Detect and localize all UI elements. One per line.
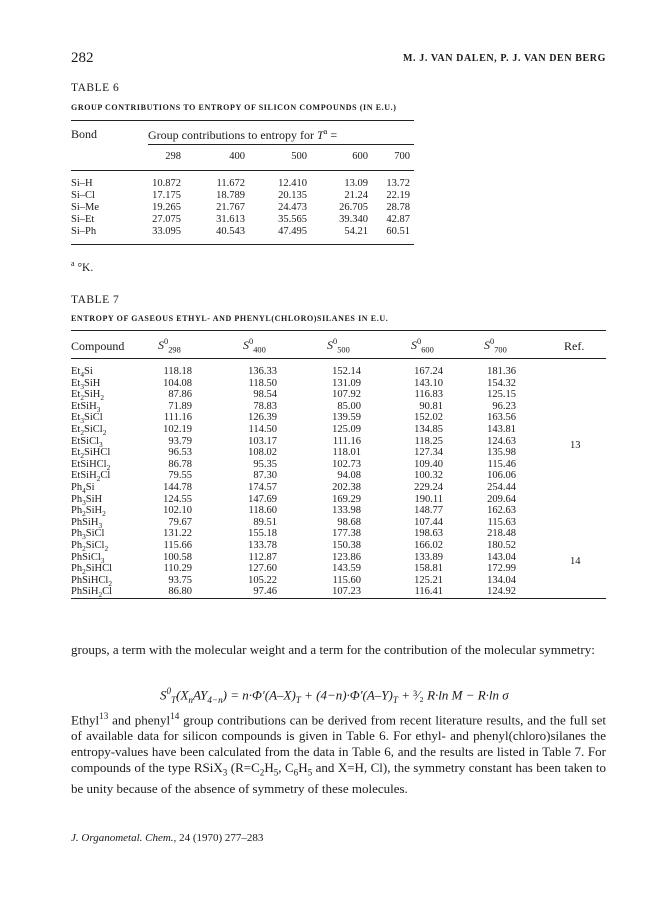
table7-value: 125.21: [414, 574, 443, 586]
table7-value: 96.53: [168, 447, 192, 459]
table7-value: 109.40: [414, 458, 443, 470]
table6-value: 19.265: [152, 202, 181, 213]
table6-footnote: $^a$ °K.: [71, 259, 94, 274]
table7-value: 143.59: [332, 563, 361, 575]
table7-value: 114.50: [248, 424, 277, 435]
table6-caption: GROUP CONTRIBUTIONS TO ENTROPY OF SILICON COMPOUNDS (IN E.U.): [71, 103, 397, 112]
table6-bond-header: Bond: [71, 127, 98, 141]
table6-value: 47.495: [278, 226, 307, 237]
table7-value: 105.22: [248, 574, 277, 586]
table7-value: 79.67: [168, 516, 192, 528]
table7-compound-row-10: EtSiH$_2$Cl: [71, 470, 111, 484]
table7-compound-row-7: EtSiCl$_3$: [71, 435, 103, 449]
table7-value: 98.68: [337, 516, 361, 528]
table7-value: 163.56: [487, 412, 516, 424]
table7-value: 115.63: [487, 516, 516, 528]
running-head: M. J. VAN DALEN, P. J. VAN DEN BERG: [403, 53, 606, 64]
table6-value: 21.767: [216, 202, 245, 213]
table7-value: 127.60: [248, 563, 277, 575]
table7-value: 133.78: [248, 540, 277, 551]
table7-value: 90.81: [419, 400, 443, 412]
table6-bond-row-2: Si–Cl: [71, 190, 95, 201]
table6-temperature-600: 600: [352, 151, 368, 162]
table7-value: 155.18: [248, 528, 277, 540]
table7-compound-row-20: PhSiH$_2$Cl: [71, 586, 113, 600]
table7-value: 131.22: [163, 528, 192, 540]
table7-value: 107.23: [332, 586, 361, 598]
table6-header-rule: [71, 170, 414, 171]
table7-entropy-header-700: $S^0_{700}$: [484, 337, 507, 355]
table7-value: 169.29: [332, 493, 361, 505]
table7-value: 180.52: [487, 540, 516, 551]
table7-value: 133.89: [414, 551, 443, 563]
table7-value: 71.89: [168, 400, 192, 412]
table7-ref-13: 13: [570, 440, 581, 451]
table6-label: TABLE 6: [71, 82, 120, 94]
table7-bottom-rule: [71, 598, 606, 599]
table6-temperature-500: 500: [291, 151, 307, 162]
table7-value: 133.98: [332, 505, 361, 517]
table7-compound-row-3: $Et_2SiH_2$: [71, 389, 105, 403]
table6-group-header: Group contributions to entropy for $T^a$ =: [148, 127, 338, 142]
table7-compound-row-5: $Et_3SiCl$: [71, 412, 103, 426]
journal-volume: 24 (1970) 277–283: [179, 832, 264, 844]
table7-value: 108.02: [248, 447, 277, 459]
table6-value: 40.543: [216, 226, 245, 237]
table6-top-rule: [71, 120, 414, 121]
table7-value: 87.30: [253, 470, 277, 482]
table7-value: 112.87: [248, 551, 277, 563]
table7-value: 177.38: [332, 528, 361, 540]
table7-header-rule: [71, 358, 606, 359]
table7-value: 198.63: [414, 528, 443, 540]
table7-value: 78.83: [253, 400, 277, 412]
table7-value: 143.81: [487, 424, 516, 435]
table7-value: 135.98: [487, 447, 516, 459]
table7-value: 254.44: [487, 482, 516, 493]
table7-value: 172.99: [487, 563, 516, 575]
table7-entropy-header-298: $S^0_{298}$: [158, 337, 181, 355]
table7-value: 89.51: [253, 516, 277, 528]
table7-value: 106.06: [487, 470, 516, 482]
table7-value: 102.19: [163, 424, 192, 435]
table7-compound-row-18: $Ph_2SiHCl$: [71, 563, 113, 577]
table7-value: 124.55: [163, 493, 192, 505]
table7-compound-row-9: EtSiHCl$_2$: [71, 458, 111, 472]
table7-compound-row-1: $Et_4Si$: [71, 366, 93, 380]
table7-value: 102.10: [163, 505, 192, 517]
table7-value: 95.35: [253, 458, 277, 470]
table7-value: 118.18: [163, 366, 192, 377]
table7-compound-row-11: $Ph_4Si$: [71, 482, 95, 496]
table6-value: 54.21: [344, 226, 368, 237]
table7-value: 229.24: [414, 482, 443, 493]
table7-value: 104.08: [163, 377, 192, 389]
table7-value: 96.23: [492, 400, 516, 412]
table7-value: 115.60: [332, 574, 361, 586]
table7-value: 85.00: [337, 400, 361, 412]
table7-value: 98.54: [253, 389, 277, 401]
table7-compound-row-15: $Ph_3SiCl$: [71, 528, 105, 542]
table7-value: 209.64: [487, 493, 516, 505]
table6-temperature-298: 298: [165, 151, 181, 162]
table7-value: 124.63: [487, 435, 516, 447]
table7-value: 103.17: [248, 435, 277, 447]
table6-value: 35.565: [278, 214, 307, 225]
table7-value: 136.33: [248, 366, 277, 377]
table7-value: 111.16: [332, 435, 361, 447]
table7-value: 118.01: [332, 447, 361, 459]
table6-value: 10.872: [152, 178, 181, 189]
table6-value: 11.672: [216, 178, 245, 189]
table7-value: 127.34: [414, 447, 443, 459]
page-number: 282: [71, 50, 94, 66]
table7-value: 167.24: [414, 366, 443, 377]
journal-citation: [71, 832, 263, 844]
table7-value: 107.92: [332, 389, 361, 401]
table6-temperature-400: 400: [229, 151, 245, 162]
table7-value: 118.50: [248, 377, 277, 389]
table6-bond-row-3: Si–Me: [71, 202, 100, 213]
table6-value: 39.340: [339, 214, 368, 225]
table7-compound-row-2: $Et_3SiH$: [71, 377, 101, 391]
table7-value: 152.14: [332, 366, 361, 377]
table7-value: 87.86: [168, 389, 192, 401]
table7-value: 93.79: [168, 435, 192, 447]
table7-top-rule: [71, 330, 606, 331]
table7-value: 139.59: [332, 412, 361, 424]
table7-value: 86.78: [168, 458, 192, 470]
table7-value: 97.46: [253, 586, 277, 598]
table7-value: 125.09: [332, 424, 361, 435]
table7-compound-header: Compound: [71, 339, 125, 353]
table7-value: 124.92: [487, 586, 516, 598]
table7-value: 147.69: [248, 493, 277, 505]
entropy-equation: $S^0_T(X_nAY_{4-n}) = n\cdot\Phi'(A-X)_T + (4-n)\cdot\Phi'(A-Y)_T$ + ³⁄₂ R·ln M − R·ln σ: [160, 686, 509, 705]
table7-value: 115.46: [487, 458, 516, 470]
table7-value: 166.02: [414, 540, 443, 551]
table7-value: 154.32: [487, 377, 516, 389]
table6-value: 17.175: [152, 190, 181, 201]
table7-label: TABLE 7: [71, 294, 120, 306]
table7-value: 86.80: [168, 586, 192, 598]
table7-ref-14: 14: [570, 556, 581, 567]
table7-value: 202.38: [332, 482, 361, 493]
table6-value: 28.78: [386, 202, 410, 213]
table7-value: 131.09: [332, 377, 361, 389]
table7-value: 190.11: [414, 493, 443, 505]
table7-value: 79.55: [168, 470, 192, 482]
table7-compound-row-6: $Et_2SiCl_2$: [71, 424, 107, 438]
table7-value: 111.16: [163, 412, 192, 424]
table7-value: 150.38: [332, 540, 361, 551]
table7-compound-row-13: $Ph_2SiH_2$: [71, 505, 106, 519]
table6-value: 13.72: [386, 178, 410, 189]
table7-compound-row-14: PhSiH$_3$: [71, 516, 103, 530]
table7-value: 93.75: [168, 574, 192, 586]
table7-entropy-header-400: $S^0_{400}$: [243, 337, 266, 355]
table7-value: 174.57: [248, 482, 277, 493]
table6-group-rule: [148, 144, 414, 145]
table7-value: 134.85: [414, 424, 443, 435]
table6-value: 24.473: [278, 202, 307, 213]
table6-value: 13.09: [344, 178, 368, 189]
page-header: [71, 50, 606, 70]
table6-value: 21.24: [344, 190, 368, 201]
table7-value: 125.15: [487, 389, 516, 401]
table7-value: 134.04: [487, 574, 516, 586]
table6-temperature-700: 700: [394, 151, 410, 162]
table7-value: 162.63: [487, 505, 516, 517]
table7-value: 123.86: [332, 551, 361, 563]
table7-compound-row-8: $Et_2SiHCl$: [71, 447, 111, 461]
table6-bond-row-5: Si–Ph: [71, 226, 97, 237]
table6-value: 26.705: [339, 202, 368, 213]
table6-bottom-rule: [71, 244, 414, 245]
table7-value: 115.66: [163, 540, 192, 551]
table6-value: 20.135: [278, 190, 307, 201]
table7-compound-row-19: PhSiHCl$_2$: [71, 574, 113, 588]
table6-value: 42.87: [386, 214, 410, 225]
table6-bond-row-4: Si–Et: [71, 214, 95, 225]
table7-value: 118.25: [414, 435, 443, 447]
table6-value: 18.789: [216, 190, 245, 201]
table6-bond-row-1: Si–H: [71, 178, 93, 189]
table7-caption: ENTROPY OF GASEOUS ETHYL- AND PHENYL(CHLORO)SILANES IN E.U.: [71, 314, 389, 323]
table6-value: 33.095: [152, 226, 181, 237]
table7-value: 143.04: [487, 551, 516, 563]
table7-entropy-header-500: $S^0_{500}$: [327, 337, 350, 355]
table7-compound-row-16: $Ph_2SiCl_2$: [71, 540, 109, 554]
table7-value: 100.32: [414, 470, 443, 482]
table7-value: 118.60: [248, 505, 277, 517]
table7-compound-row-17: PhSiCl$_3$: [71, 551, 105, 565]
table7-value: 144.78: [163, 482, 192, 493]
table6-value: 31.613: [216, 214, 245, 225]
table7-value: 110.29: [163, 563, 192, 575]
table7-value: 126.39: [248, 412, 277, 424]
table7-value: 116.83: [414, 389, 443, 401]
table7-value: 116.41: [414, 586, 443, 598]
table6-value: 12.410: [278, 178, 307, 189]
table6-value: 22.19: [386, 190, 410, 201]
table7-value: 143.10: [414, 377, 443, 389]
table7-value: 158.81: [414, 563, 443, 575]
table7-compound-row-12: $Ph_3SiH$: [71, 493, 103, 507]
table7-value: 148.77: [414, 505, 443, 517]
table7-value: 107.44: [414, 516, 443, 528]
table7-value: 152.02: [414, 412, 443, 424]
body-paragraph-1: groups, a term with the molecular weight and a term for the contribution of the molecular symmetry:: [71, 642, 595, 657]
table7-value: 181.36: [487, 366, 516, 377]
table7-ref-header: Ref.: [564, 339, 585, 353]
table7-compound-row-4: EtSiH$_3$: [71, 400, 101, 414]
body-paragraph-2: Ethyl$^{13}$ and phenyl$^{14}$ group contributions can be derived from recent literature results, and the full set of available data for silicon compounds is given in Table 6. For ethyl- and phenyl(chloro)silanes the entropy-values have been calculated from the data in Table 6, and the results are listed in Table 7. For compounds of the type RSiX$_3$ ($R=C_2H_5$, $C_6H_5$ and X=H, Cl), the symmetry constant has been taken to be unity because of the absence of symmetry of these molecules.: [71, 711, 607, 796]
journal-name: J. Organometal. Chem.,: [71, 832, 177, 844]
table6-value: 27.075: [152, 214, 181, 225]
table7-value: 94.08: [337, 470, 361, 482]
table7-entropy-header-600: $S^0_{600}$: [411, 337, 434, 355]
table7-value: 102.73: [332, 458, 361, 470]
table7-value: 100.58: [163, 551, 192, 563]
table6-value: 60.51: [386, 226, 410, 237]
table7-value: 218.48: [487, 528, 516, 540]
